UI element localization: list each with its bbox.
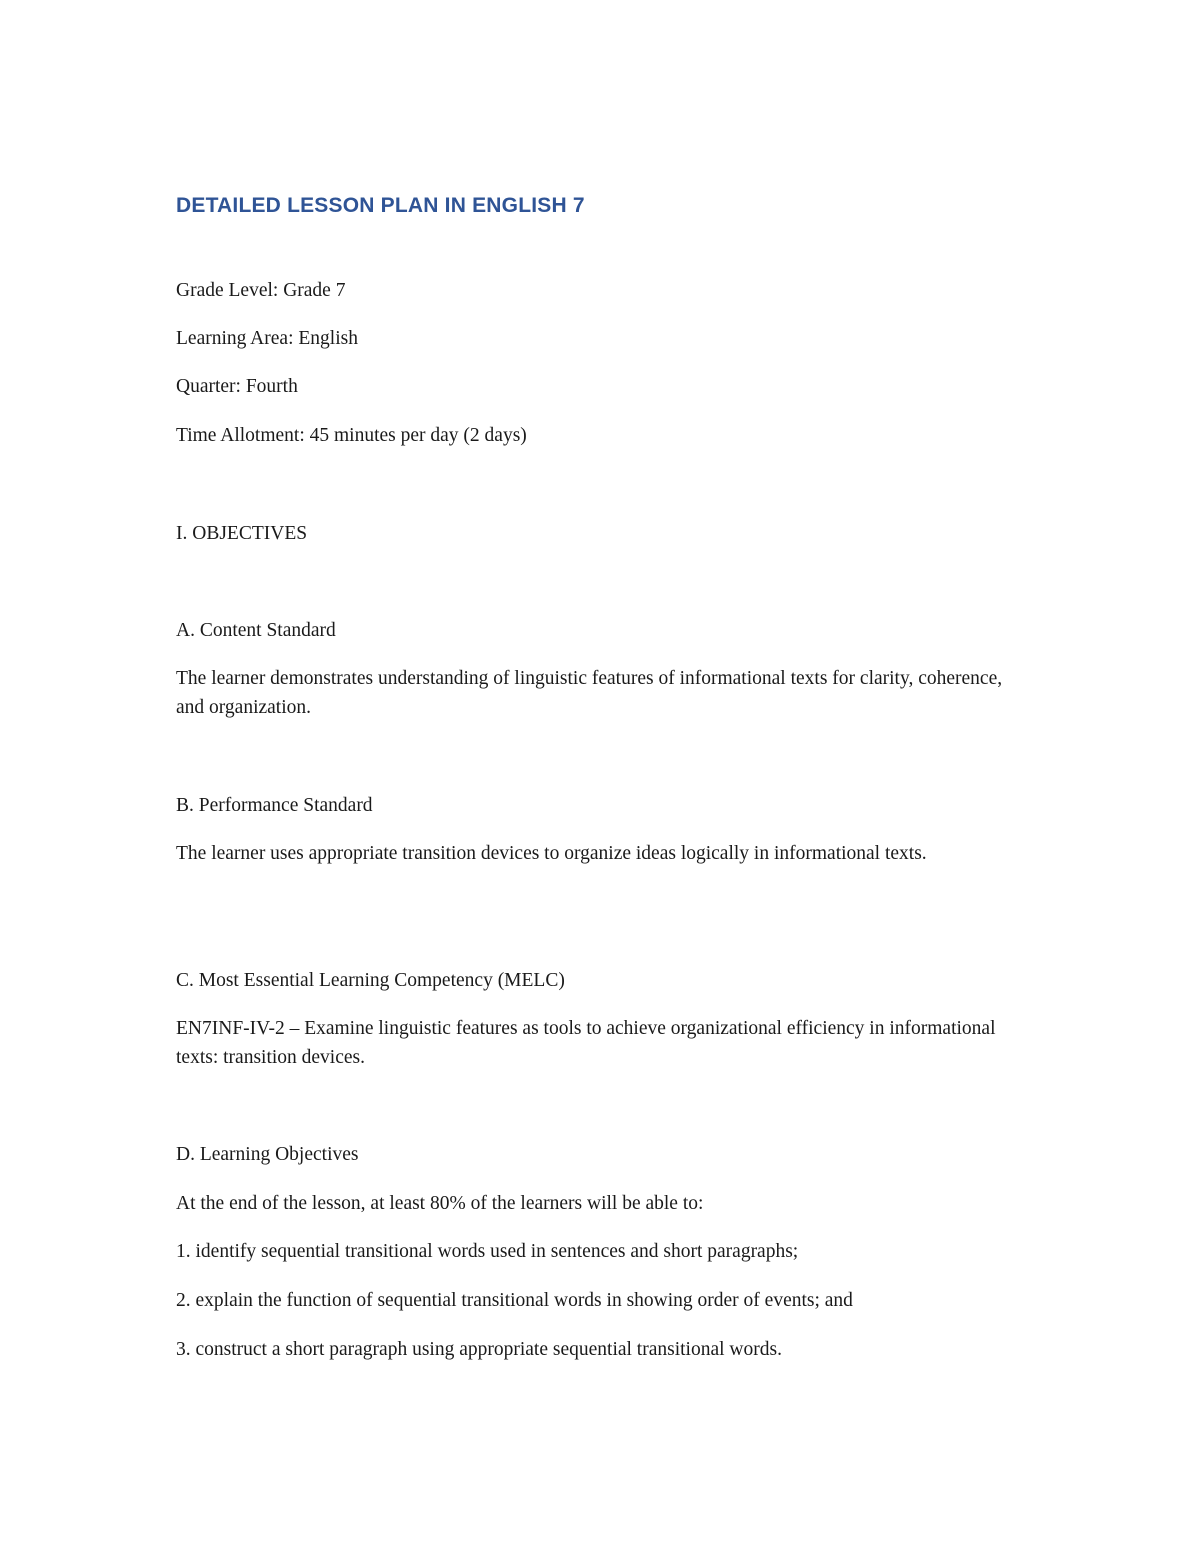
learning-objectives-intro: At the end of the lesson, at least 80% of the learners will be able to: bbox=[176, 1193, 704, 1214]
melc-heading: C. Most Essential Learning Competency (MELC) bbox=[176, 970, 565, 991]
objectives-heading: I. OBJECTIVES bbox=[176, 523, 308, 544]
content-standard-heading: A. Content Standard bbox=[176, 620, 336, 641]
document-title: DETAILED LESSON PLAN IN ENGLISH 7 bbox=[176, 194, 585, 217]
learning-area: Learning Area: English bbox=[176, 328, 358, 349]
time-allotment: Time Allotment: 45 minutes per day (2 days) bbox=[176, 425, 527, 446]
objective-item: 3. construct a short paragraph using appropriate sequential transitional words. bbox=[176, 1339, 782, 1360]
performance-standard-heading: B. Performance Standard bbox=[176, 795, 373, 816]
learning-objectives-heading: D. Learning Objectives bbox=[176, 1144, 359, 1165]
grade-level: Grade Level: Grade 7 bbox=[176, 280, 346, 301]
melc-text: EN7INF-IV-2 – Examine linguistic features as tools to achieve organizational efficiency in informational texts: transition devices. bbox=[176, 1018, 996, 1068]
quarter: Quarter: Fourth bbox=[176, 376, 298, 397]
objective-item: 1. identify sequential transitional words used in sentences and short paragraphs; bbox=[176, 1241, 799, 1262]
content-standard-text: The learner demonstrates understanding of linguistic features of informational texts for clarity, coherence, and organization. bbox=[176, 668, 1003, 718]
objective-item: 2. explain the function of sequential transitional words in showing order of events; and bbox=[176, 1290, 853, 1311]
performance-standard-text: The learner uses appropriate transition devices to organize ideas logically in informational texts. bbox=[176, 843, 927, 864]
